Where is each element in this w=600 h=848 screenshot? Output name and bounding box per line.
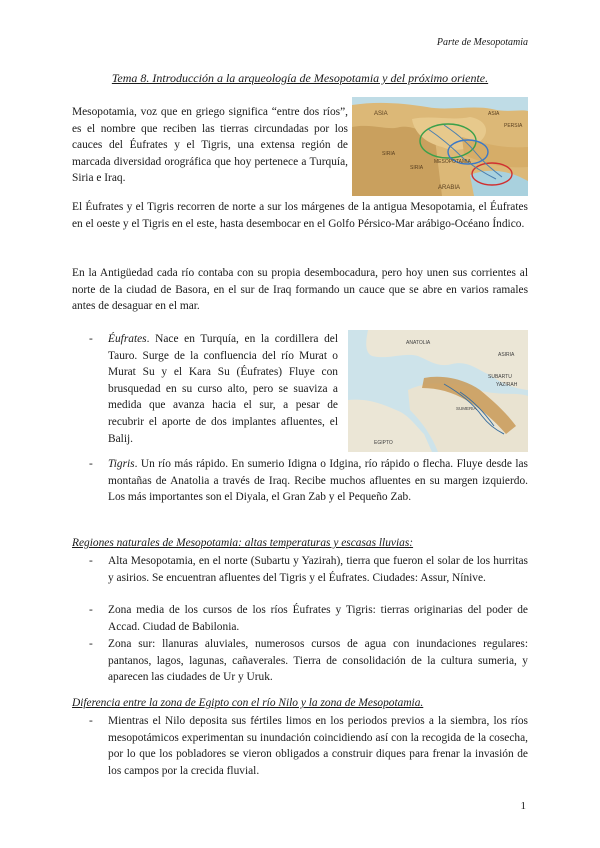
intro-paragraph-2	[72, 199, 528, 232]
river-description: . Un río más rápido. En sumerio Idigna o Idgina, río rápido o flecha. Fluye desde las montañas de Anatolia a través de Iraq. Recibe muchos afluentes en su margen izquierdo. Los más importantes son el Diyala, el Gran Zab y el Pequeño Zab.	[108, 458, 528, 504]
section-title-difference: Diferencia entre la zona de Egipto con el río Nilo y la zona de Mesopotamia.	[72, 697, 424, 709]
river-item-euphrates	[89, 331, 338, 447]
map2-label: SUMERIA	[456, 406, 477, 411]
region-item	[89, 553, 528, 586]
map1-label: ARABIA	[438, 185, 461, 191]
page-title: Tema 8. Introducción a la arqueología de Mesopotamia y del próximo oriente.	[111, 71, 489, 85]
map1-label: SIRIA	[382, 151, 396, 157]
map2-label: SUBARTU	[488, 374, 512, 380]
running-header: Parte de Mesopotamia	[436, 37, 528, 48]
intro-paragraph-2-text: El Éufrates y el Tigris recorren de norte a sur los márgenes de la antigua Mesopotamia, el Éufrates en el oeste y el Tigris en el este, hasta desembocar en el Golfo Pérsico-Mar arábigo-Océano Índico.	[72, 201, 528, 230]
river-name: Tigris	[108, 458, 135, 470]
map1-label: PERSIA	[504, 123, 523, 129]
map2-label: YAZIRAH	[496, 382, 518, 388]
river-description: . Nace en Turquía, en la cordillera del Tauro. Surge de la confluencia del río Murat o Murat Su y el Kara Su (Éufrates) Fluye con brusquedad en su curso alto, pero se suaviza a medida que avanza hacia el sur, a pesar de recubrir el aporte de dos implantes afluentes, el Balij.	[108, 333, 338, 445]
map2-label: ANATOLIA	[406, 340, 431, 346]
section-title-regions: Regiones naturales de Mesopotamia: altas temperaturas y escasas lluvias:	[72, 537, 414, 549]
ancient-near-east-map	[348, 330, 528, 452]
river-item-tigris	[89, 456, 528, 506]
region-text: Zona media de los cursos de los ríos Éufrates y Tigris: tierras originarias del poder de Accad. Ciudad de Babilonia.	[108, 604, 528, 633]
list-dash: -	[89, 458, 93, 470]
region-text: Alta Mesopotamia, en el norte (Subartu y Yazirah), tierra que fueron el solar de los hurritas y asirios. Se encuentran afluentes del Tigris y el Éufrates. Ciudades: Assur, Nínive.	[108, 555, 528, 584]
map2-label: EGIPTO	[374, 440, 393, 446]
map1-label: SIRIA	[410, 165, 424, 171]
region-item	[89, 602, 528, 635]
river-name: Éufrates	[108, 333, 147, 345]
intro-paragraph-1: Mesopotamia, voz que en griego significa “entre dos ríos”, es el nombre que reciben las tierras circundadas por los cauces del Éufrates y el Tigris, una extensa región de marcada diversidad orográfica que hoy pertenece a Turquía, Siria e Iraq.	[72, 106, 348, 185]
mesopotamia-region-map	[352, 97, 528, 196]
map1-label: MESOPOTAMIA	[434, 159, 471, 165]
map1-label: ASIA	[488, 111, 500, 117]
map2-label: ASIRIA	[498, 352, 515, 358]
region-text: Zona sur: llanuras aluviales, numerosos cursos de agua con inundaciones regulares: pantanos, lagos, lagunas, cañaverales. Tierra de consolidación de la cultura sumeria, y aparecen las ciudades de Ur y Uruk.	[108, 638, 528, 684]
region-item	[89, 636, 528, 686]
list-dash: -	[89, 604, 93, 616]
intro-paragraph-3: En la Antigüedad cada río contaba con su propia desembocadura, pero hoy unen sus corrientes al norte de la ciudad de Basora, en el sur de Iraq formando un cauce que se abre en varios ramales antes de desaguar en el mar.	[72, 267, 528, 313]
map1-label: ASIA	[374, 111, 388, 117]
difference-text: Mientras el Nilo deposita sus fértiles limos en los periodos previos a la siembra, los ríos mesopotámicos experimentan su inundación coincidiendo así con la recogida de la cosecha, por lo que los pobladores se vieron obligados a construir diques para frenar la invasión de los campos por la crecida fluvial.	[108, 715, 528, 777]
list-dash: -	[89, 715, 93, 727]
list-dash: -	[89, 333, 93, 345]
difference-item	[89, 713, 528, 779]
near-east-map-graphic	[348, 330, 528, 452]
list-dash: -	[89, 638, 93, 650]
list-dash: -	[89, 555, 93, 567]
region-map-graphic	[352, 97, 528, 196]
page-number: 1	[520, 800, 526, 812]
